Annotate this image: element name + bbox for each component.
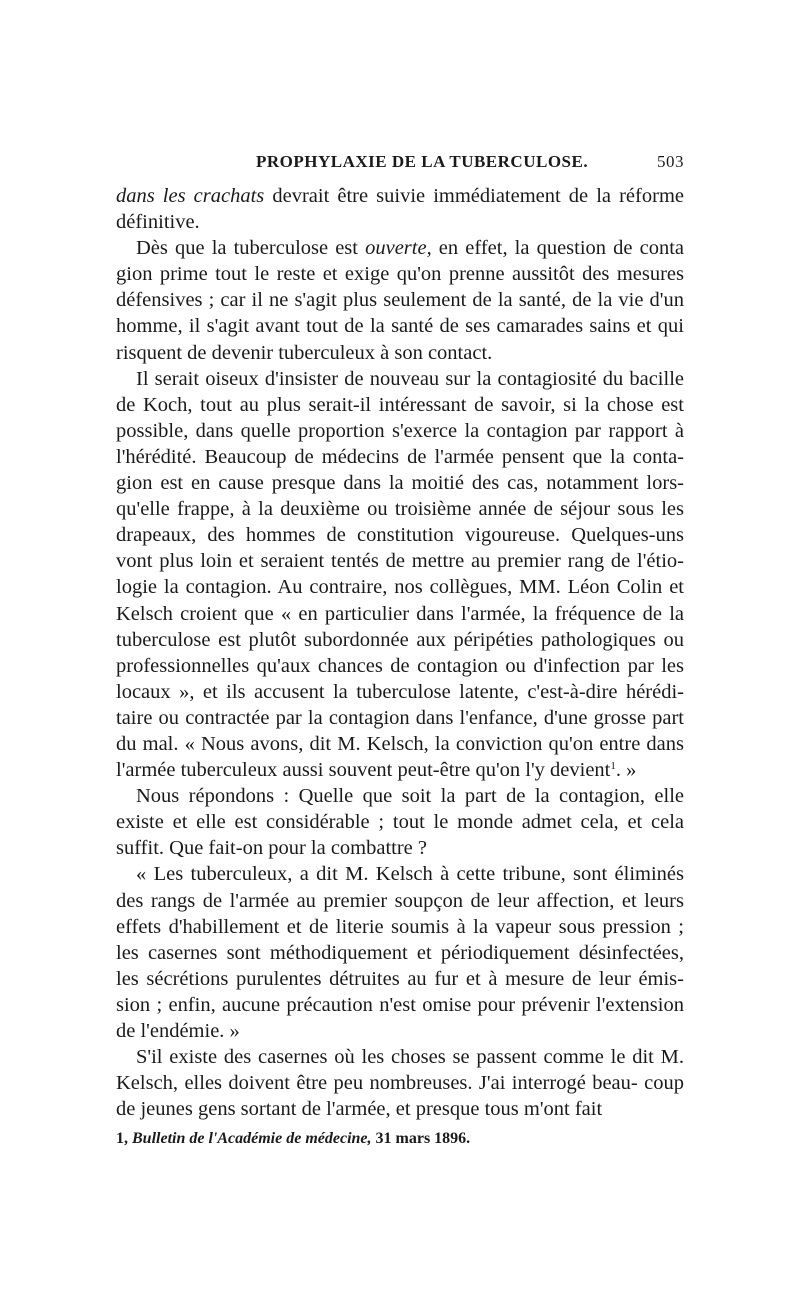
paragraph-continuation — [116, 183, 684, 235]
paragraph — [116, 783, 684, 861]
footnote-number: 1, — [116, 1130, 132, 1147]
body-text — [116, 183, 684, 1122]
text-run: Nous répondons : Quelle que soit la part de la contagion, elle existe et elle est considérable ; tout le monde admet cela, et cela suffit. Que fait-on pour la combattre ? — [116, 785, 684, 860]
italic-phrase: ouverte, — [365, 237, 432, 260]
footnote-date: 31 mars 1896. — [371, 1130, 471, 1147]
paragraph — [116, 861, 684, 1044]
text-run: Dès que la tuberculose est — [136, 237, 366, 260]
text-run: . » — [615, 759, 637, 782]
footnote-marker: 1 — [610, 760, 616, 773]
footnote-source: Bulletin de l'Académie de médecine, — [132, 1130, 372, 1147]
footnote — [116, 1130, 684, 1148]
running-title: PROPHYLAXIE DE LA TUBERCULOSE. — [256, 152, 589, 171]
running-header — [116, 152, 684, 176]
paragraph — [116, 1044, 684, 1122]
text-run: devrait être suivie immédiatement de la réforme définitive. — [116, 185, 684, 234]
text-run: « Les tuberculeux, a dit M. Kelsch à cette tribune, sont éliminés des rangs de l'armée au premier soupçon de leur affection, et leurs effets d'habillement et de literie soumis à la vapeur sous pression ; les casernes sont méthodiquement et périodiquement désinfectées, les sécrétions purulentes détruites au fur et à mesure de leur émis- sion ; enfin, aucune précaution n'est omise pour prévenir l'extension de l'endémie. » — [116, 863, 684, 1042]
text-run: en effet, la question de conta gion prime tout le reste et exige qu'on prenne aussitôt des mesures défensives ; car il ne s'agit plus seulement de la santé, de la vie d'un homme, il s'agit avant tout de la santé de ses camarades sains et qui risquent de devenir tuberculeux à son contact. — [116, 237, 685, 364]
paragraph — [116, 235, 684, 365]
paragraph — [116, 366, 684, 784]
page-number: 503 — [657, 152, 684, 171]
text-run: Il serait oiseux d'insister de nouveau sur la contagiosité du bacille de Koch, tout au plus serait-il intéressant de savoir, si la chose est possible, dans quelle proportion s'exerce la contagion par rapport à l'hérédité. Beaucoup de médecins de l'armée pensent que la conta- gion est en cause presque dans la moitié des cas, notamment lors- qu'elle frappe, à la deuxième ou troisième année de séjour sous les drapeaux, des hommes de constitution vigoureuse. Quelques-uns vont plus loin et seraient tentés de mettre au premier rang de l'étio- logie la contagion. Au contraire, nos collègues, MM. Léon Colin et Kelsch croient que « en particulier dans l'armée, la fréquence de la tuberculose est plutôt subordonnée aux péripéties pathologiques ou professionnelles qu'aux chances de contagion ou d'infection par les locaux », et ils accusent la tuberculose latente, c'est-à-dire hérédi- taire ou contractée par la contagion dans l'enfance, d'une grosse part du mal. « Nous avons, dit M. Kelsch, la conviction qu'on entre dans l'armée tuberculeux aussi souvent peut-être qu'on l'y devient — [116, 367, 684, 782]
italic-phrase: dans les crachats — [116, 185, 265, 207]
text-run: S'il existe des casernes où les choses se passent comme le dit M. Kelsch, elles doivent être peu nombreuses. J'ai interrogé beau- coup de jeunes gens sortant de l'armée, et presque tous m'ont fait — [116, 1046, 684, 1121]
